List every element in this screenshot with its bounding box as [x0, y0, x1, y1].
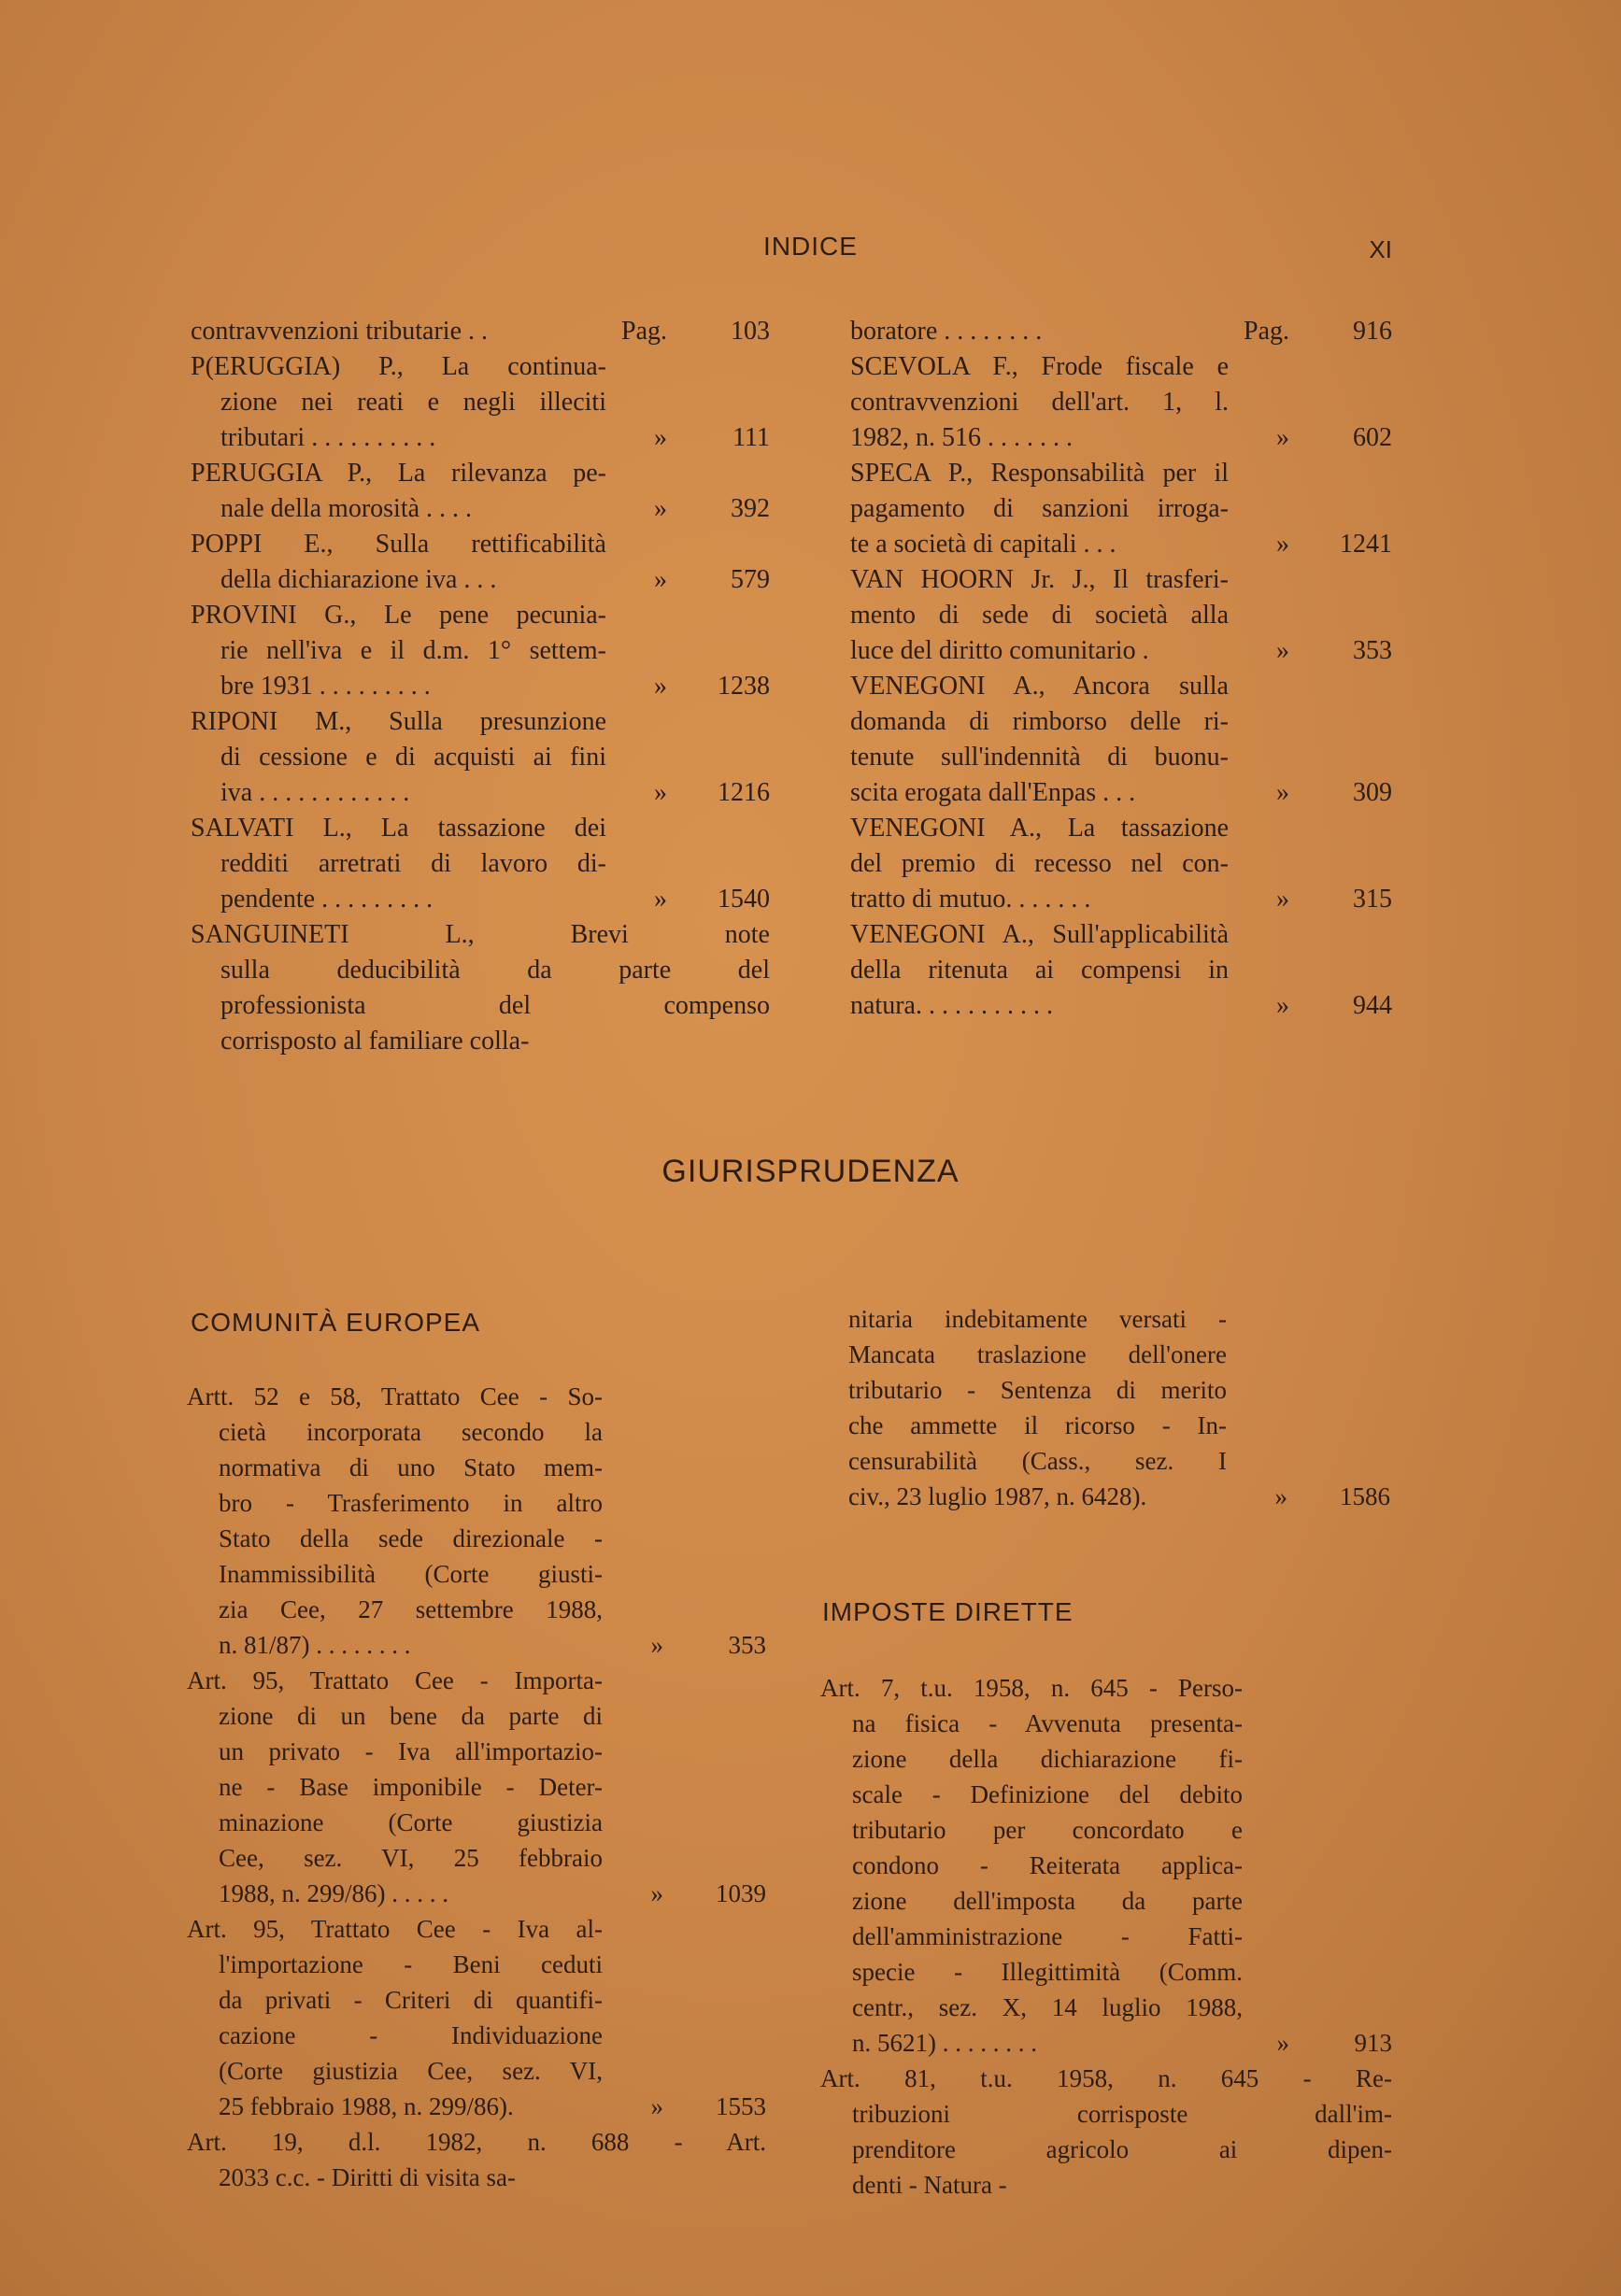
page-marker: » — [1276, 530, 1289, 559]
page-reference: 353 — [1353, 636, 1392, 665]
index-entry — [850, 811, 1392, 917]
page-marker: » — [654, 778, 667, 807]
index-entry — [191, 598, 770, 704]
entry-line: corrisposto al familiare colla- — [220, 1027, 530, 1056]
page-reference: 1586 — [1340, 1482, 1390, 1510]
entry-line: n. 81/87) . . . . . . . . — [219, 1631, 411, 1659]
entry-line: Mancata traslazione dell'onere — [848, 1340, 1227, 1368]
page-marker: » — [650, 2092, 663, 2120]
entry-line: scita erogata dall'Enpas . . . — [850, 778, 1136, 807]
entry-line: ne - Base imponibile - Deter- — [219, 1773, 603, 1801]
entry-line: rie nell'iva e il d.m. 1° settem- — [220, 636, 606, 665]
index-entry — [191, 917, 770, 1059]
entry-line: zia Cee, 27 settembre 1988, — [219, 1595, 603, 1623]
index-entry — [850, 562, 1392, 669]
index-entry — [191, 314, 770, 349]
page-marker: » — [654, 494, 667, 523]
case-index-right-continuation — [848, 1301, 1390, 1514]
entry-line: Inammissibilità (Corte giusti- — [219, 1560, 603, 1588]
entry-line: tributario per concordato e — [852, 1816, 1243, 1844]
index-entry — [187, 1911, 766, 2124]
entry-line: condono - Reiterata applica- — [852, 1851, 1243, 1879]
index-entry — [850, 669, 1392, 811]
page-marker: » — [650, 1631, 663, 1659]
entry-line: (Corte giustizia Cee, sez. VI, — [219, 2057, 603, 2085]
entry-line: PROVINI G., Le pene pecunia- — [191, 601, 606, 630]
entry-line: sulla deducibilità da parte del — [220, 956, 770, 985]
entry-line: Art. 81, t.u. 1958, n. 645 - Re- — [820, 2064, 1392, 2092]
entry-line: normativa di uno Stato mem- — [219, 1453, 603, 1481]
entry-line: iva . . . . . . . . . . . . — [220, 778, 410, 807]
section-title: GIURISPRUDENZA — [661, 1154, 960, 1189]
entry-line: boratore . . . . . . . . — [850, 317, 1043, 346]
page-reference: 579 — [731, 565, 770, 594]
entry-line: tribuzioni corrisposte dall'im- — [852, 2100, 1392, 2128]
entry-line: dell'amministrazione - Fatti- — [852, 1922, 1243, 1950]
entry-line: 1982, n. 516 . . . . . . . — [850, 423, 1073, 452]
entry-line: POPPI E., Sulla rettificabilità — [191, 530, 606, 559]
entry-line: VENEGONI A., Ancora sulla — [850, 672, 1229, 701]
entry-line: pagamento di sanzioni irroga- — [850, 494, 1229, 523]
entry-line: denti - Natura - — [852, 2171, 1007, 2199]
index-entry — [187, 1379, 766, 1663]
index-entry — [191, 811, 770, 917]
author-index-left-column — [191, 314, 770, 1059]
entry-line: tratto di mutuo. . . . . . . — [850, 885, 1091, 914]
page-reference: 353 — [728, 1631, 766, 1659]
entry-line: Art. 95, Trattato Cee - Iva al- — [187, 1915, 603, 1943]
entry-line: prenditore agricolo ai dipen- — [852, 2135, 1392, 2163]
entry-line: nale della morosità . . . . — [220, 494, 473, 523]
index-entry — [848, 1301, 1390, 1514]
index-entry — [191, 527, 770, 598]
page-marker: » — [1276, 778, 1289, 807]
entry-line: un privato - Iva all'importazio- — [219, 1737, 603, 1765]
page-reference: 1039 — [716, 1879, 766, 1907]
page-reference: 944 — [1353, 991, 1392, 1020]
index-entry — [187, 2124, 766, 2195]
page-reference: 103 — [731, 317, 770, 346]
entry-line: 2033 c.c. - Diritti di visita sa- — [219, 2163, 516, 2191]
index-entry — [850, 456, 1392, 562]
entry-line: luce del diritto comunitario . — [850, 636, 1149, 665]
entry-line: tributari . . . . . . . . . . — [220, 423, 436, 452]
entry-line: centr., sez. X, 14 luglio 1988, — [852, 1993, 1243, 2021]
entry-line: cietà incorporata secondo la — [219, 1418, 603, 1446]
page-reference: 602 — [1353, 423, 1392, 452]
entry-line: VAN HOORN Jr. J., Il trasferi- — [850, 565, 1229, 594]
page-marker: » — [1276, 636, 1289, 665]
page-reference: 1216 — [718, 778, 770, 807]
entry-line: di cessione e di acquisti ai fini — [220, 743, 606, 772]
entry-line: bre 1931 . . . . . . . . . — [220, 672, 431, 701]
page-marker: » — [1276, 423, 1289, 452]
entry-line: Stato della sede direzionale - — [219, 1524, 603, 1552]
entry-line: minazione (Corte giustizia — [219, 1808, 603, 1836]
page-marker: » — [654, 423, 667, 452]
entry-line: Cee, sez. VI, 25 febbraio — [219, 1844, 603, 1872]
index-entry — [191, 704, 770, 811]
entry-line: mento di sede di società alla — [850, 601, 1229, 630]
entry-line: Art. 95, Trattato Cee - Importa- — [187, 1666, 603, 1694]
entry-line: Artt. 52 e 58, Trattato Cee - So- — [187, 1382, 603, 1410]
entry-line: te a società di capitali . . . — [850, 530, 1116, 559]
page-marker: » — [650, 1879, 663, 1907]
page-reference: 1553 — [716, 2092, 766, 2120]
entry-line: del premio di recesso nel con- — [850, 849, 1229, 878]
author-index-right-column — [850, 314, 1392, 1024]
entry-line: professionista del compenso — [220, 991, 770, 1020]
entry-line: della ritenuta ai compensi in — [850, 956, 1229, 985]
page-reference: 1540 — [718, 885, 770, 914]
page-marker: » — [654, 672, 667, 701]
entry-line: PERUGGIA P., La rilevanza pe- — [191, 459, 606, 488]
page-marker: » — [1276, 2029, 1289, 2057]
entry-line: zione dell'imposta da parte — [852, 1887, 1243, 1915]
running-title: INDICE — [763, 232, 858, 261]
entry-line: VENEGONI A., La tassazione — [850, 814, 1229, 843]
page-marker: Pag. — [1244, 317, 1289, 346]
entry-line: Art. 19, d.l. 1982, n. 688 - Art. — [187, 2128, 766, 2156]
entry-line: RIPONI M., Sulla presunzione — [191, 707, 606, 736]
index-entry — [820, 2061, 1392, 2203]
page-reference: 309 — [1353, 778, 1392, 807]
page-reference: 315 — [1353, 885, 1392, 914]
entry-line: redditi arretrati di lavoro di- — [220, 849, 606, 878]
entry-line: domanda di rimborso delle ri- — [850, 707, 1229, 736]
page-marker: » — [654, 885, 667, 914]
entry-line: bro - Trasferimento in altro — [219, 1489, 603, 1517]
case-index-right-column — [820, 1670, 1392, 2203]
case-index-left-column — [187, 1379, 766, 2195]
page-reference: 1238 — [718, 672, 770, 701]
entry-line: SALVATI L., La tassazione dei — [191, 814, 606, 843]
entry-line: tributario - Sentenza di merito — [848, 1376, 1227, 1404]
entry-line: l'importazione - Beni ceduti — [219, 1950, 603, 1978]
entry-line: SCEVOLA F., Frode fiscale e — [850, 352, 1229, 381]
entry-line: civ., 23 luglio 1987, n. 6428). — [848, 1482, 1147, 1510]
entry-line: na fisica - Avvenuta presenta- — [852, 1709, 1243, 1737]
entry-line: tenute sull'indennità di buonu- — [850, 743, 1229, 772]
page-reference: 111 — [732, 423, 770, 452]
entry-line: SPECA P., Responsabilità per il — [850, 459, 1229, 488]
entry-line: VENEGONI A., Sull'applicabilità — [850, 920, 1229, 949]
entry-line: specie - Illegittimità (Comm. — [852, 1958, 1243, 1986]
entry-line: pendente . . . . . . . . . — [220, 885, 434, 914]
entry-line: che ammette il ricorso - In- — [848, 1411, 1227, 1439]
entry-line: zione della dichiarazione fi- — [852, 1745, 1243, 1773]
entry-line: P(ERUGGIA) P., La continua- — [191, 352, 606, 381]
index-entry — [850, 349, 1392, 456]
index-entry — [187, 1663, 766, 1911]
entry-line: SANGUINETI L., Brevi note — [191, 920, 770, 949]
page-reference: 1241 — [1340, 530, 1392, 559]
page-reference: 392 — [731, 494, 770, 523]
entry-line: della dichiarazione iva . . . — [220, 565, 497, 594]
index-entry — [850, 917, 1392, 1024]
page-marker: » — [1276, 991, 1289, 1020]
entry-line: cazione - Individuazione — [219, 2021, 603, 2049]
index-entry — [191, 349, 770, 456]
page-marker: » — [654, 565, 667, 594]
entry-line: censurabilità (Cass., sez. I — [848, 1447, 1227, 1475]
page-marker: » — [1276, 885, 1289, 914]
entry-line: scale - Definizione del debito — [852, 1780, 1243, 1808]
page-number: XI — [1369, 235, 1392, 263]
entry-line: zione nei reati e negli illeciti — [220, 388, 606, 417]
entry-line: 1988, n. 299/86) . . . . . — [219, 1879, 448, 1907]
entry-line: n. 5621) . . . . . . . . — [852, 2029, 1037, 2057]
case-heading-comunita-europea: COMUNITÀ EUROPEA — [191, 1308, 481, 1337]
index-entry — [191, 456, 770, 527]
entry-line: contravvenzioni dell'art. 1, l. — [850, 388, 1229, 417]
entry-line: Art. 7, t.u. 1958, n. 645 - Perso- — [820, 1674, 1243, 1702]
index-entry — [820, 1670, 1392, 2061]
entry-line: zione di un bene da parte di — [219, 1702, 603, 1730]
entry-line: nitaria indebitamente versati - — [848, 1305, 1227, 1333]
entry-line: 25 febbraio 1988, n. 299/86). — [219, 2092, 514, 2120]
index-entry — [850, 314, 1392, 349]
entry-line: natura. . . . . . . . . . . — [850, 991, 1053, 1020]
case-heading-imposte-dirette: IMPOSTE DIRETTE — [822, 1597, 1074, 1626]
page-marker: » — [1274, 1482, 1287, 1510]
page-reference: 916 — [1353, 317, 1392, 346]
entry-line: da privati - Criteri di quantifi- — [219, 1986, 603, 2014]
page-reference: 913 — [1354, 2029, 1392, 2057]
page-marker: Pag. — [621, 317, 667, 346]
entry-line: contravvenzioni tributarie . . — [191, 317, 488, 346]
